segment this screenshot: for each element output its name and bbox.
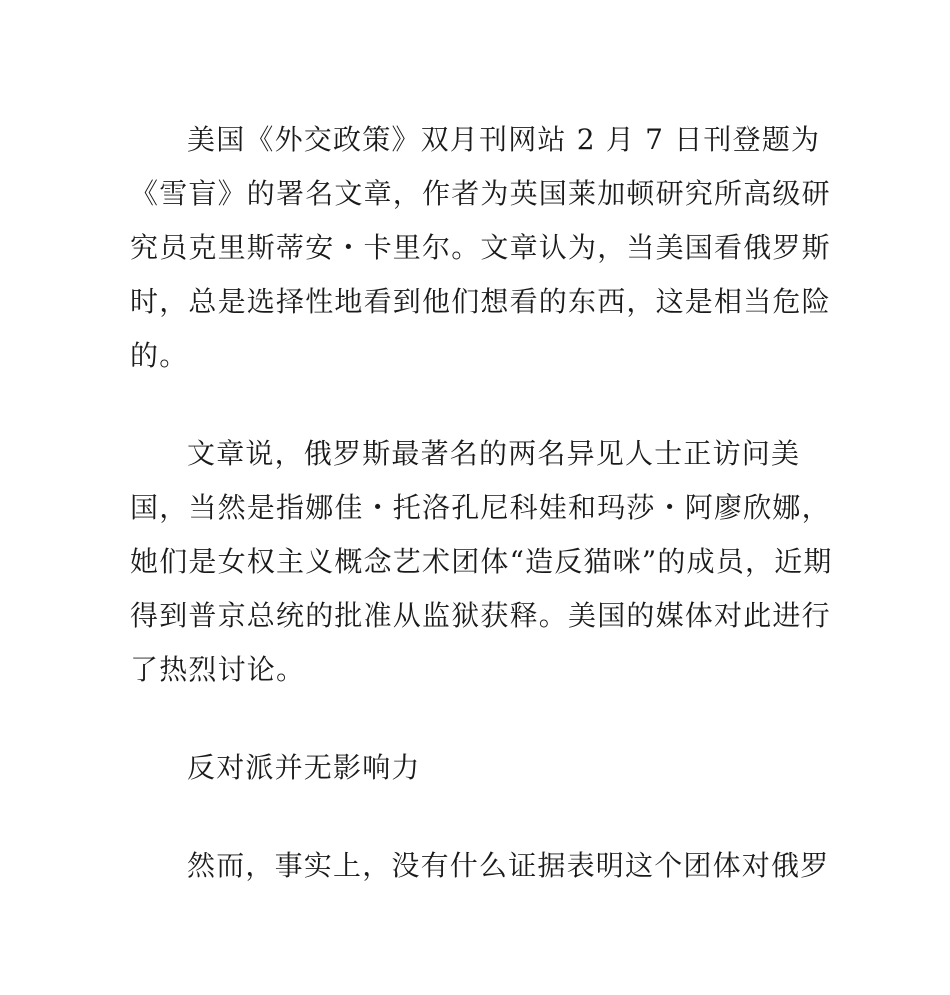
paragraph-dissidents: 文章说，俄罗斯最著名的两名异见人士正访问美国，当然是指娜佳・托洛孔尼科娃和玛莎・阿廖欣娜，她们是女权主义概念艺术团体“造反猫咪”的成员，近期得到普京总统的批准从监狱获释。美国的媒体对此进行了热烈讨论。 [130, 437, 833, 686]
section-heading: 反对派并无影响力 [187, 751, 421, 784]
paragraph-trailing: 然而，事实上，没有什么证据表明这个团体对俄罗 [187, 849, 830, 882]
document-body [130, 113, 846, 937]
paragraph-intro: 美国《外交政策》双月刊网站 2 月 7 日刊登题为《雪盲》的署名文章，作者为英国莱加顿研究所高级研究员克里斯蒂安・卡里尔。文章认为，当美国看俄罗斯时，总是选择性地看到他们想看的东西，这是相当危险的。 [130, 123, 831, 372]
